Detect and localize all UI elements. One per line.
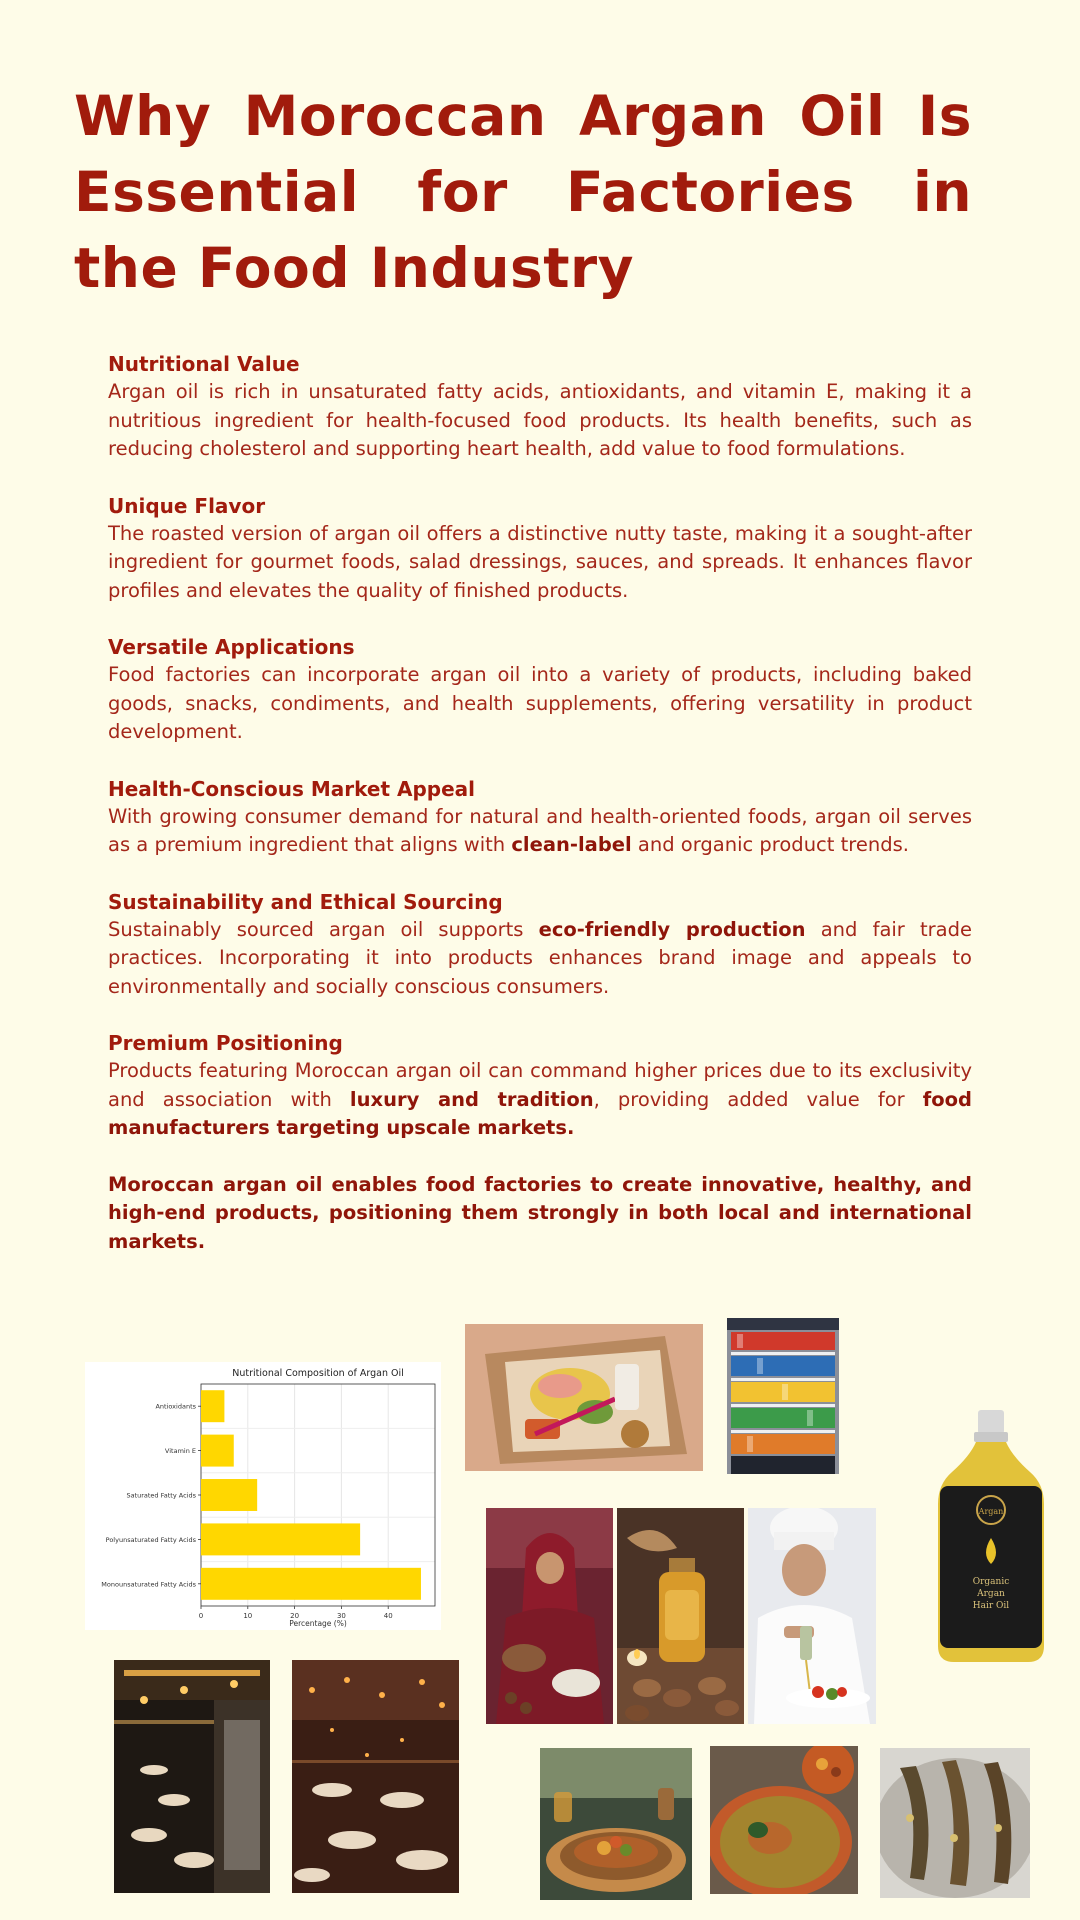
nutrition-chart xyxy=(85,1362,441,1630)
meal-box-image xyxy=(465,1324,703,1471)
section-heading: Health-Conscious Market Appeal xyxy=(108,776,476,801)
section-heading: Versatile Applications xyxy=(108,635,355,659)
bottle-label-line: Organic xyxy=(972,1577,1010,1587)
page-title: Why Moroccan Argan Oil Is Essential for Factories in the Food Industry xyxy=(74,84,972,300)
bottle-brand: Argan xyxy=(978,1507,1004,1516)
chef-pouring-oil-image xyxy=(748,1508,876,1724)
section-body xyxy=(108,916,972,1002)
bar xyxy=(201,1390,224,1422)
body-text: With growing consumer demand for natural and health-oriented foods, argan oil serves as a premium ingredient that aligns with xyxy=(108,804,972,856)
x-tick-label: 20 xyxy=(290,1612,300,1620)
section-body xyxy=(108,1057,972,1143)
couscous-dish-image xyxy=(710,1746,858,1894)
x-tick-label: 40 xyxy=(383,1612,393,1620)
section-body xyxy=(108,803,972,860)
bottle-label-line: Hair Oil xyxy=(972,1601,1010,1611)
section-heading: Unique Flavor xyxy=(108,493,266,518)
section-body xyxy=(108,378,972,464)
body-text: Food factories can incorporate argan oil into a variety of products, including baked goods, snacks, condiments, and health supplements, offering versatility in product development. xyxy=(108,663,972,743)
grilled-fish-image xyxy=(880,1748,1030,1898)
body-text: and fair trade practices. Incorporating it into products enhances brand image and appeals to environmentally and socially conscious consumers. xyxy=(108,917,972,998)
moroccan-restaurant-image xyxy=(292,1660,459,1893)
y-tick-label: Antioxidants xyxy=(155,1402,196,1411)
x-tick-label: 0 xyxy=(198,1612,204,1620)
content-sections xyxy=(108,350,972,1256)
y-tick-label: Polyunsaturated Fatty Acids xyxy=(105,1535,196,1544)
section-heading: Premium Positioning xyxy=(108,1031,343,1055)
supermarket-shelves-image xyxy=(727,1318,839,1474)
section-versatile-applications xyxy=(108,633,972,747)
section-heading: Nutritional Value xyxy=(108,352,300,376)
x-tick-label: 30 xyxy=(336,1612,346,1620)
bar xyxy=(201,1479,257,1511)
argan-cooperative-woman-image xyxy=(486,1508,613,1724)
y-tick-label: Monounsaturated Fatty Acids xyxy=(101,1580,196,1589)
y-tick-label: Vitamin E xyxy=(164,1447,196,1456)
body-text: Argan oil is rich in unsaturated fatty acids, antioxidants, and vitamin E, making it a nutritious ingredient for health-focused food products. Its health benefits, such as reducing cholesterol and supporting heart health, add value to food formulations. xyxy=(108,380,972,460)
x-axis-label: Percentage (%) xyxy=(289,1619,347,1628)
argan-nuts-oil-image xyxy=(617,1508,744,1724)
conclusion: Moroccan argan oil enables food factories to create innovative, healthy, and high-end products, positioning them strongly in both local and international markets. xyxy=(108,1172,972,1253)
body-text: , providing added value for xyxy=(593,1087,923,1111)
body-text: Products featuring Moroccan argan oil can command higher prices due to its exclusivity and association with xyxy=(108,1059,972,1111)
emphasis-text: eco-friendly production xyxy=(538,917,806,941)
section-market-appeal xyxy=(108,775,972,860)
bar xyxy=(201,1523,360,1555)
chart-title: Nutritional Composition of Argan Oil xyxy=(232,1368,404,1379)
body-text: The roasted version of argan oil offers a distinctive nutty taste, making it a sought-after ingredient for gourmet foods, salad dressings, sauces, and spreads. It enhances flavor profiles and elevates the quality of finished products. xyxy=(108,521,972,602)
section-unique-flavor xyxy=(108,492,972,606)
restaurant-interior-image xyxy=(114,1660,270,1893)
bar xyxy=(201,1435,234,1467)
section-nutritional-value xyxy=(108,350,972,464)
section-premium-positioning xyxy=(108,1029,972,1143)
y-tick-label: Saturated Fatty Acids xyxy=(126,1491,196,1500)
bar xyxy=(201,1568,421,1600)
body-text: and organic product trends. xyxy=(631,833,909,856)
emphasis-text: clean-label xyxy=(511,833,632,856)
emphasis-text: luxury and tradition xyxy=(349,1087,594,1111)
emphasis-text: food manufacturers targeting upscale markets. xyxy=(108,1087,972,1139)
argan-oil-bottle-image xyxy=(932,1408,1050,1666)
section-body xyxy=(108,661,972,747)
section-sustainability xyxy=(108,888,972,1002)
section-body xyxy=(108,520,972,606)
tajine-dish-image xyxy=(540,1748,692,1900)
section-heading: Sustainability and Ethical Sourcing xyxy=(108,889,503,914)
chart-svg xyxy=(85,1362,441,1630)
body-text: Sustainably sourced argan oil supports xyxy=(108,917,539,941)
bottle-label-line: Argan xyxy=(977,1589,1005,1599)
x-tick-label: 10 xyxy=(243,1612,253,1620)
